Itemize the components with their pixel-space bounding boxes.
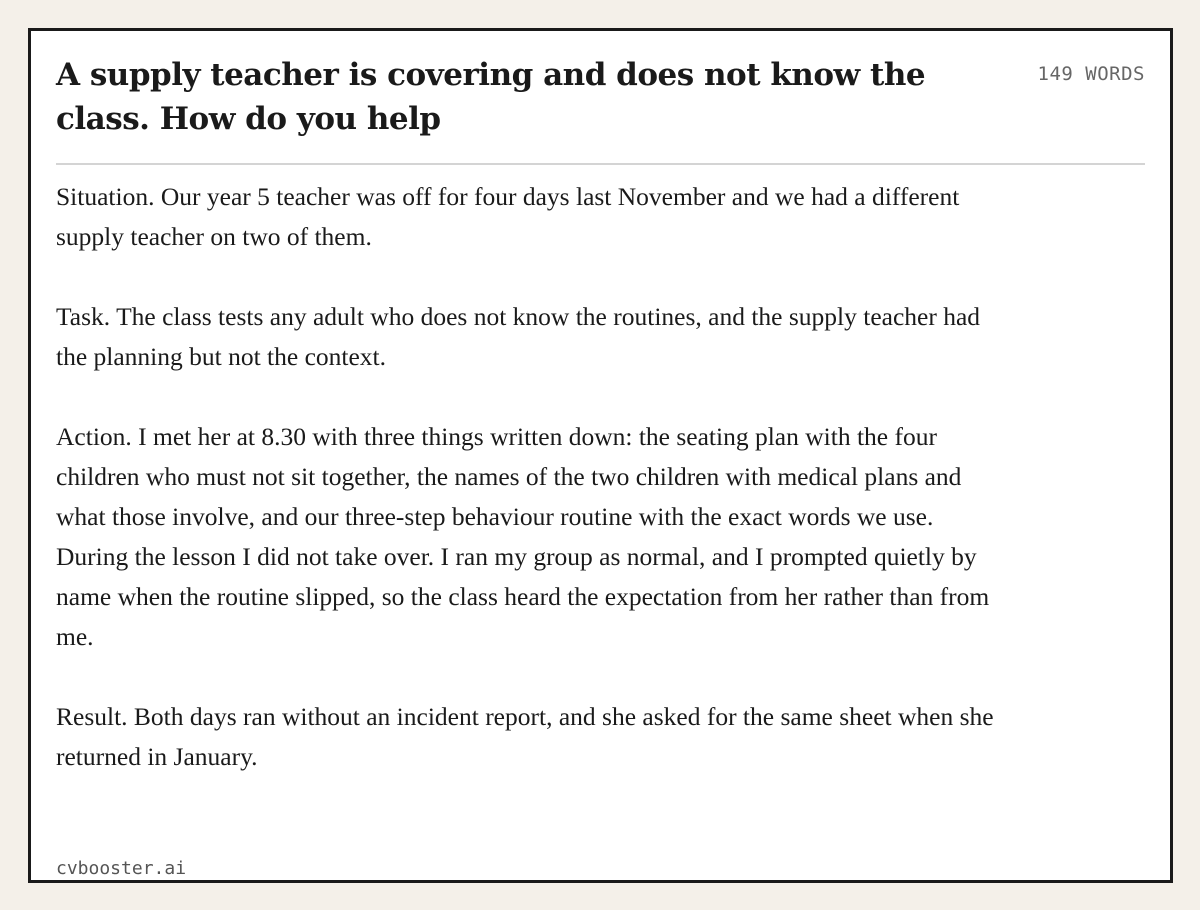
- brand-footer: cvbooster.ai: [56, 858, 187, 879]
- answer-body: [56, 177, 1006, 817]
- paragraph-situation: Situation. Our year 5 teacher was off for four days last November and we had a different supply teacher on two of them.: [56, 182, 960, 251]
- question-title: A supply teacher is covering and does not know the class. How do you help: [56, 57, 926, 137]
- answer-card: [28, 28, 1173, 883]
- card-header: [56, 53, 1145, 165]
- word-count-badge: 149 WORDS: [1037, 63, 1145, 85]
- paragraph-result: Result. Both days ran without an incident report, and she asked for the same sheet when she returned in January.: [56, 702, 994, 771]
- paragraph-action: Action. I met her at 8.30 with three things written down: the seating plan with the four children who must not sit together, the names of the two children with medical plans and what those involve, and our three-step behaviour routine with the exact words we use. During the lesson I did not take over. I ran my group as normal, and I prompted quietly by name when the routine slipped, so the class heard the expectation from her rather than from me.: [56, 422, 990, 651]
- paragraph-task: Task. The class tests any adult who does not know the routines, and the supply teacher had the planning but not the context.: [56, 302, 981, 371]
